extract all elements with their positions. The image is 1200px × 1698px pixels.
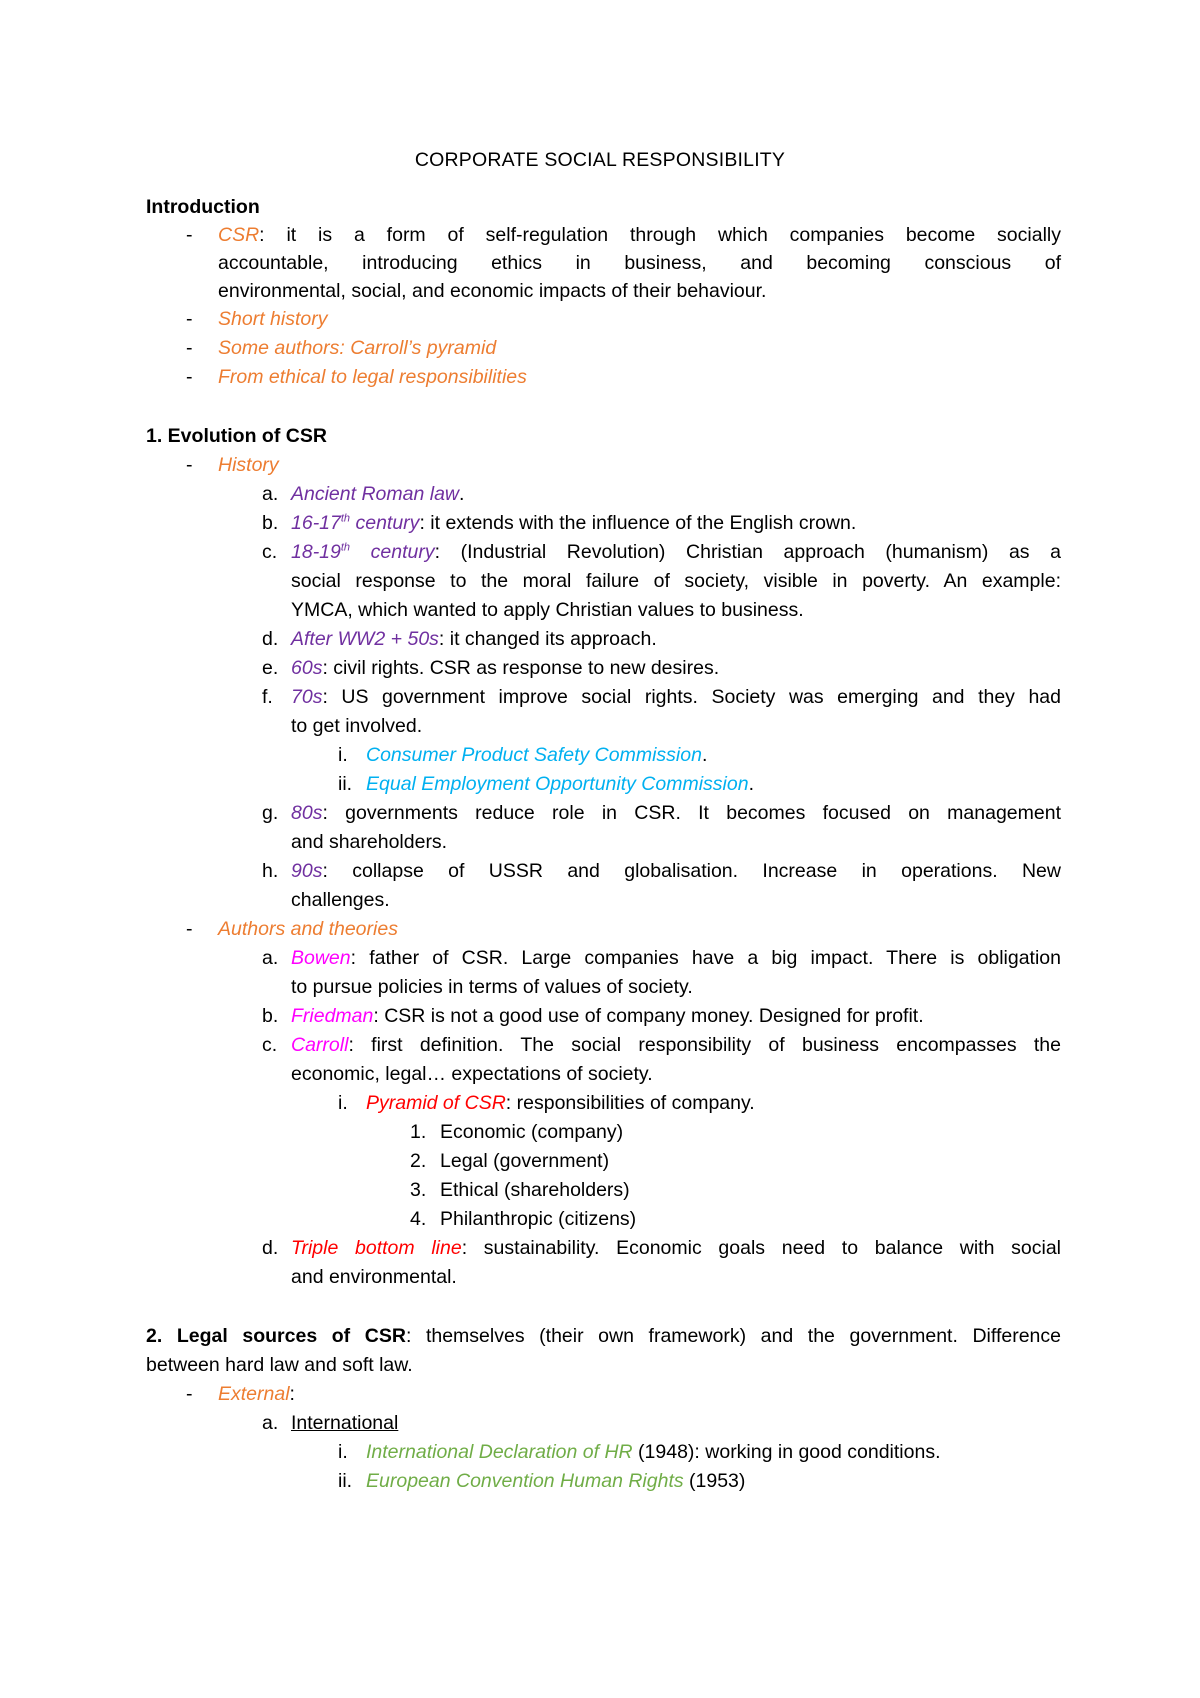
international-item-ii	[366, 1467, 745, 1495]
echr-term: European Convention Human Rights	[366, 1470, 684, 1492]
dash-marker: -	[186, 1383, 193, 1405]
history-item-h-line-1	[291, 857, 1061, 885]
history-term-b	[291, 512, 419, 534]
triple-bottom-line-term: Triple bottom line	[291, 1237, 462, 1259]
intro-bullet-short-history: Short history	[218, 308, 328, 330]
letter-marker-f: f.	[262, 686, 273, 708]
csr-definition-line-1	[218, 221, 1061, 249]
letter-marker-d: d.	[262, 628, 279, 650]
history-item-c-line-2	[291, 567, 1061, 595]
pyramid-level-4: Philanthropic (citizens)	[440, 1208, 637, 1230]
letter-marker-a: a.	[262, 947, 279, 969]
author-friedman-text: : CSR is not a good use of company money. Designed for profit.	[373, 1005, 924, 1027]
declaration-hr-text: (1948): working in good conditions.	[632, 1441, 941, 1463]
letter-marker-c: c.	[262, 1034, 278, 1056]
authors-label: Authors and theories	[218, 918, 398, 940]
history-term-c-post: century	[350, 541, 435, 563]
author-bowen: Bowen	[291, 947, 351, 969]
history-text-c-1: : (Industrial Revolution) Christian approach (humanism) as a	[434, 541, 1061, 563]
csr-definition-text-2: accountable, introducing ethics in business, and becoming conscious of	[218, 252, 1061, 274]
roman-marker-ii: ii.	[338, 773, 353, 795]
history-item-e	[291, 654, 719, 682]
section2-heading-text-1: : themselves (their own framework) and the government. Difference	[405, 1325, 1061, 1347]
letter-marker-a: a.	[262, 1412, 279, 1434]
history-item-g-line-2: and shareholders.	[291, 831, 448, 853]
pyramid-level-3: Ethical (shareholders)	[440, 1179, 630, 1201]
pyramid-level-2: Legal (government)	[440, 1150, 610, 1172]
history-item-h-line-2: challenges.	[291, 889, 390, 911]
pyramid-item	[366, 1089, 755, 1117]
author-carroll-line-2: economic, legal… expectations of society.	[291, 1063, 653, 1085]
letter-marker-b: b.	[262, 512, 279, 534]
csr-definition-line-3: environmental, social, and economic impacts of their behaviour.	[218, 280, 767, 302]
letter-marker-b: b.	[262, 1005, 279, 1027]
letter-marker-e: e.	[262, 657, 279, 679]
author-bowen-line-1	[291, 944, 1061, 972]
history-text-d: : it changed its approach.	[438, 628, 657, 650]
dash-marker: -	[186, 366, 193, 388]
dash-marker: -	[186, 308, 193, 330]
external-label	[218, 1380, 295, 1408]
author-bowen-line-2: to pursue policies in terms of values of society.	[291, 976, 693, 998]
history-item-c-line-3: YMCA, which wanted to apply Christian values to business.	[291, 599, 804, 621]
letter-marker-h: h.	[262, 860, 279, 882]
history-text-f-1: : US government improve social rights. Society was emerging and they had	[322, 686, 1061, 708]
number-marker-1: 1.	[410, 1121, 427, 1143]
number-marker-3: 3.	[410, 1179, 427, 1201]
number-marker-4: 4.	[410, 1208, 427, 1230]
history-term-c	[291, 541, 435, 563]
pyramid-level-1: Economic (company)	[440, 1121, 624, 1143]
history-item-f-line-1	[291, 683, 1061, 711]
pyramid-of-csr-term: Pyramid of CSR	[366, 1092, 506, 1114]
history-text-g-1: : governments reduce role in CSR. It becomes focused on management	[322, 802, 1061, 824]
echr-text: (1953)	[683, 1470, 746, 1492]
dash-marker: -	[186, 337, 193, 359]
external-term: External	[218, 1383, 290, 1405]
triple-bottom-line-1	[291, 1234, 1061, 1262]
history-item-a	[291, 480, 464, 508]
author-carroll: Carroll	[291, 1034, 349, 1056]
history-item-d	[291, 625, 657, 653]
history-text-a: .	[459, 483, 465, 505]
letter-marker-a: a.	[262, 483, 279, 505]
history-term-g: 80s	[291, 802, 323, 824]
history-term-e: 60s	[291, 657, 323, 679]
history-text-c-2: social response to the moral failure of society, visible in poverty. An example:	[291, 570, 1061, 592]
roman-marker-i: i.	[338, 1441, 348, 1463]
author-bowen-text-1: : father of CSR. Large companies have a big impact. There is obligation	[350, 947, 1061, 969]
roman-marker-ii: ii.	[338, 1470, 353, 1492]
author-carroll-line-1	[291, 1031, 1061, 1059]
section2-heading-line-2: between hard law and soft law.	[146, 1354, 413, 1376]
dash-marker: -	[186, 224, 193, 246]
superscript-th: th	[340, 541, 351, 554]
number-marker-2: 2.	[410, 1150, 427, 1172]
commission-consumer-safety: Consumer Product Safety Commission	[366, 744, 702, 766]
history-item-c-line-1	[291, 538, 1061, 566]
triple-bottom-line-2: and environmental.	[291, 1266, 457, 1288]
history-item-g-line-1	[291, 799, 1061, 827]
history-text-b: : it extends with the influence of the English crown.	[419, 512, 857, 534]
pyramid-of-csr-text: : responsibilities of company.	[505, 1092, 755, 1114]
history-text-e: : civil rights. CSR as response to new desires.	[322, 657, 720, 679]
page-title: CORPORATE SOCIAL RESPONSIBILITY	[414, 149, 786, 171]
history-text-h-1: : collapse of USSR and globalisation. Increase in operations. New	[322, 860, 1061, 882]
intro-bullet-ethical-legal: From ethical to legal responsibilities	[218, 366, 527, 388]
external-colon: :	[289, 1383, 295, 1405]
csr-definition-text: : it is a form of self-regulation through which companies become socially	[259, 224, 1061, 246]
author-friedman-name: Friedman	[291, 1005, 374, 1027]
intro-heading: Introduction	[146, 196, 260, 218]
superscript-th: th	[340, 512, 351, 525]
history-term-b-post: century	[350, 512, 420, 534]
international-label: International	[291, 1412, 399, 1434]
section2-heading-line-1	[146, 1322, 1061, 1350]
author-carroll-text-1: : first definition. The social responsibility of business encompasses the	[348, 1034, 1061, 1056]
history-item-f-line-2: to get involved.	[291, 715, 423, 737]
section2-heading: 2. Legal sources of CSR	[146, 1325, 406, 1347]
history-term-f: 70s	[291, 686, 323, 708]
history-term-c-pre: 18-19	[291, 541, 341, 563]
international-item-i	[366, 1438, 941, 1466]
history-term-b-pre: 16-17	[291, 512, 341, 534]
author-friedman	[291, 1002, 924, 1030]
f-subitem-i: Consumer Product Safety Commission.	[366, 744, 708, 766]
declaration-hr-term: International Declaration of HR	[366, 1441, 633, 1463]
letter-marker-d: d.	[262, 1237, 279, 1259]
roman-marker-i: i.	[338, 744, 348, 766]
history-item-b	[291, 509, 856, 537]
triple-bottom-line-text-1: : sustainability. Economic goals need to balance with social	[461, 1237, 1061, 1259]
history-term-a: Ancient Roman law	[291, 483, 459, 505]
csr-definition-line-2	[218, 249, 1061, 277]
history-term-d: After WW2 + 50s	[291, 628, 439, 650]
letter-marker-g: g.	[262, 802, 279, 824]
letter-marker-c: c.	[262, 541, 278, 563]
dash-marker: -	[186, 918, 193, 940]
section1-heading: 1. Evolution of CSR	[146, 425, 327, 447]
csr-term: CSR	[218, 224, 260, 246]
dash-marker: -	[186, 454, 193, 476]
roman-marker-i: i.	[338, 1092, 348, 1114]
intro-bullet-carroll: Some authors: Carroll’s pyramid	[218, 337, 497, 359]
f-subitem-ii: Equal Employment Opportunity Commission.	[366, 773, 754, 795]
commission-equal-employment: Equal Employment Opportunity Commission	[366, 773, 749, 795]
history-term-h: 90s	[291, 860, 323, 882]
history-label: History	[218, 454, 279, 476]
